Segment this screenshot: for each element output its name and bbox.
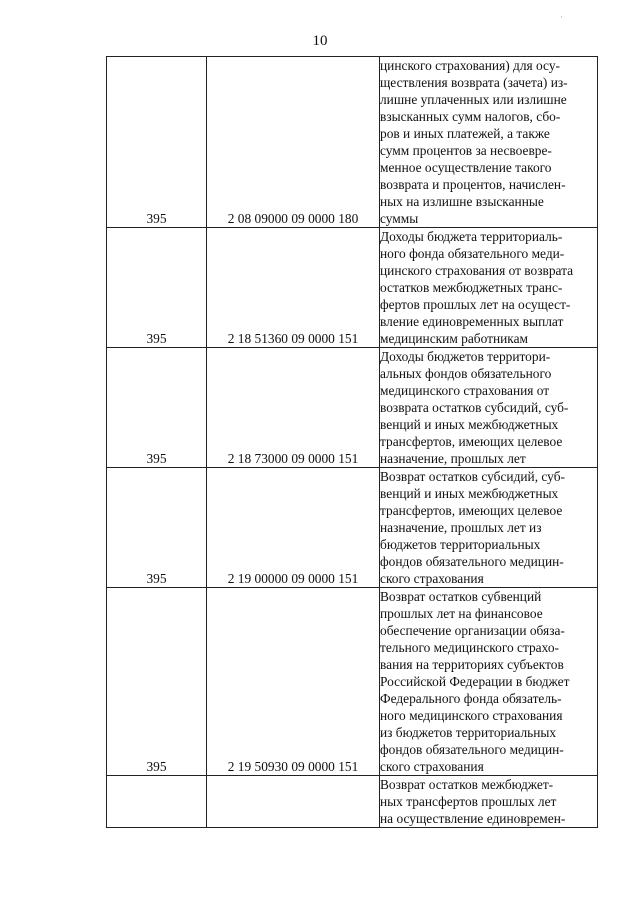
page-number: 10 (312, 33, 328, 49)
admin-code: 395 (146, 211, 167, 226)
description-line: остатков межбюджетных транс- (380, 280, 563, 295)
description-line: венций и иных межбюджетных (380, 486, 559, 501)
description-line: фондов обязательного медицин- (380, 554, 564, 569)
description-line: ществления возврата (зачета) из- (380, 75, 568, 90)
table-row (107, 468, 598, 588)
admin-code-cell (107, 468, 207, 588)
table-row (107, 776, 598, 828)
description-line: трансфертов, имеющих целевое (380, 434, 563, 449)
description-line: Доходы бюджета территориаль- (380, 229, 563, 244)
description-line: лишне уплаченных или излишне (380, 92, 567, 107)
budget-code-cell (207, 57, 380, 228)
description-line: тельного медицинского страхо- (380, 640, 559, 655)
description-line: ного медицинского страхования (380, 708, 563, 723)
description-line: суммы (380, 211, 419, 226)
description-line: возврата и процентов, начислен- (380, 177, 566, 192)
description-line: на осуществление единовремен- (380, 811, 566, 826)
description-line: прошлых лет на финансовое (380, 606, 543, 621)
description-cell (380, 588, 598, 776)
description-line: взысканных сумм налогов, сбо- (380, 109, 561, 124)
budget-code-cell (207, 776, 380, 828)
description-line: вление единовременных выплат (380, 314, 564, 329)
description-line: Российской Федерации в бюджет (380, 674, 570, 689)
admin-code: 395 (146, 331, 167, 346)
description-cell (380, 776, 598, 828)
admin-code: 395 (146, 759, 167, 774)
admin-code-cell (107, 348, 207, 468)
budget-code-cell (207, 588, 380, 776)
table-row (107, 228, 598, 348)
description-line: Возврат остатков субсидий, суб- (380, 469, 565, 484)
description-line: фертов прошлых лет на осущест- (380, 297, 571, 312)
description-line: бюджетов территориальных (380, 537, 541, 552)
admin-code-cell (107, 776, 207, 828)
admin-code-cell (107, 588, 207, 776)
description-line: Возврат остатков межбюджет- (380, 777, 554, 792)
description-line: медицинским работникам (380, 331, 529, 346)
description-line: Федерального фонда обязатель- (380, 691, 562, 706)
admin-code-cell (107, 57, 207, 228)
budget-code: 2 19 50930 09 0000 151 (227, 759, 359, 774)
table-row (107, 588, 598, 776)
description-line: цинского страхования) для осу- (380, 58, 560, 73)
table-body (107, 57, 598, 828)
table-row (107, 348, 598, 468)
description-line: ров и иных платежей, а также (380, 126, 550, 141)
budget-code-cell (207, 468, 380, 588)
admin-code: 395 (146, 451, 167, 466)
description-line: ного фонда обязательного меди- (380, 246, 565, 261)
admin-code-cell (107, 228, 207, 348)
description-line: назначение, прошлых лет (380, 451, 526, 466)
description-line: венций и иных межбюджетных (380, 417, 559, 432)
description-cell (380, 57, 598, 228)
description-line: Доходы бюджетов территори- (380, 349, 551, 364)
budget-code: 2 19 00000 09 0000 151 (227, 571, 359, 586)
description-line: цинского страхования от возврата (380, 263, 574, 278)
budget-code: 2 08 09000 09 0000 180 (227, 211, 359, 226)
budget-code: 2 18 73000 09 0000 151 (227, 451, 359, 466)
description-line: ского страхования (380, 571, 484, 586)
description-line: менное осуществление такого (380, 160, 552, 175)
description-line: сумм процентов за несвоевре- (380, 143, 552, 158)
description-line: трансфертов, имеющих целевое (380, 503, 563, 518)
description-cell (380, 348, 598, 468)
description-line: медицинского страхования от (380, 383, 550, 398)
budget-code-cell (207, 348, 380, 468)
description-cell (380, 468, 598, 588)
description-line: фондов обязательного медицин- (380, 742, 564, 757)
corner-mark: · (560, 12, 563, 22)
budget-code-cell (207, 228, 380, 348)
description-line: назначение, прошлых лет из (380, 520, 542, 535)
admin-code: 395 (146, 571, 167, 586)
description-line: вания на территориях субъектов (380, 657, 564, 672)
table-row (107, 57, 598, 228)
budget-codes-table (106, 56, 598, 828)
description-line: ных трансфертов прошлых лет (380, 794, 557, 809)
description-line: ных на излишне взысканные (380, 194, 544, 209)
description-line: из бюджетов территориальных (380, 725, 557, 740)
budget-code: 2 18 51360 09 0000 151 (227, 331, 359, 346)
description-line: обеспечение организации обяза- (380, 623, 565, 638)
description-line: ского страхования (380, 759, 484, 774)
description-line: возврата остатков субсидий, суб- (380, 400, 569, 415)
description-cell (380, 228, 598, 348)
description-line: Возврат остатков субвенций (380, 589, 542, 604)
description-line: альных фондов обязательного (380, 366, 552, 381)
